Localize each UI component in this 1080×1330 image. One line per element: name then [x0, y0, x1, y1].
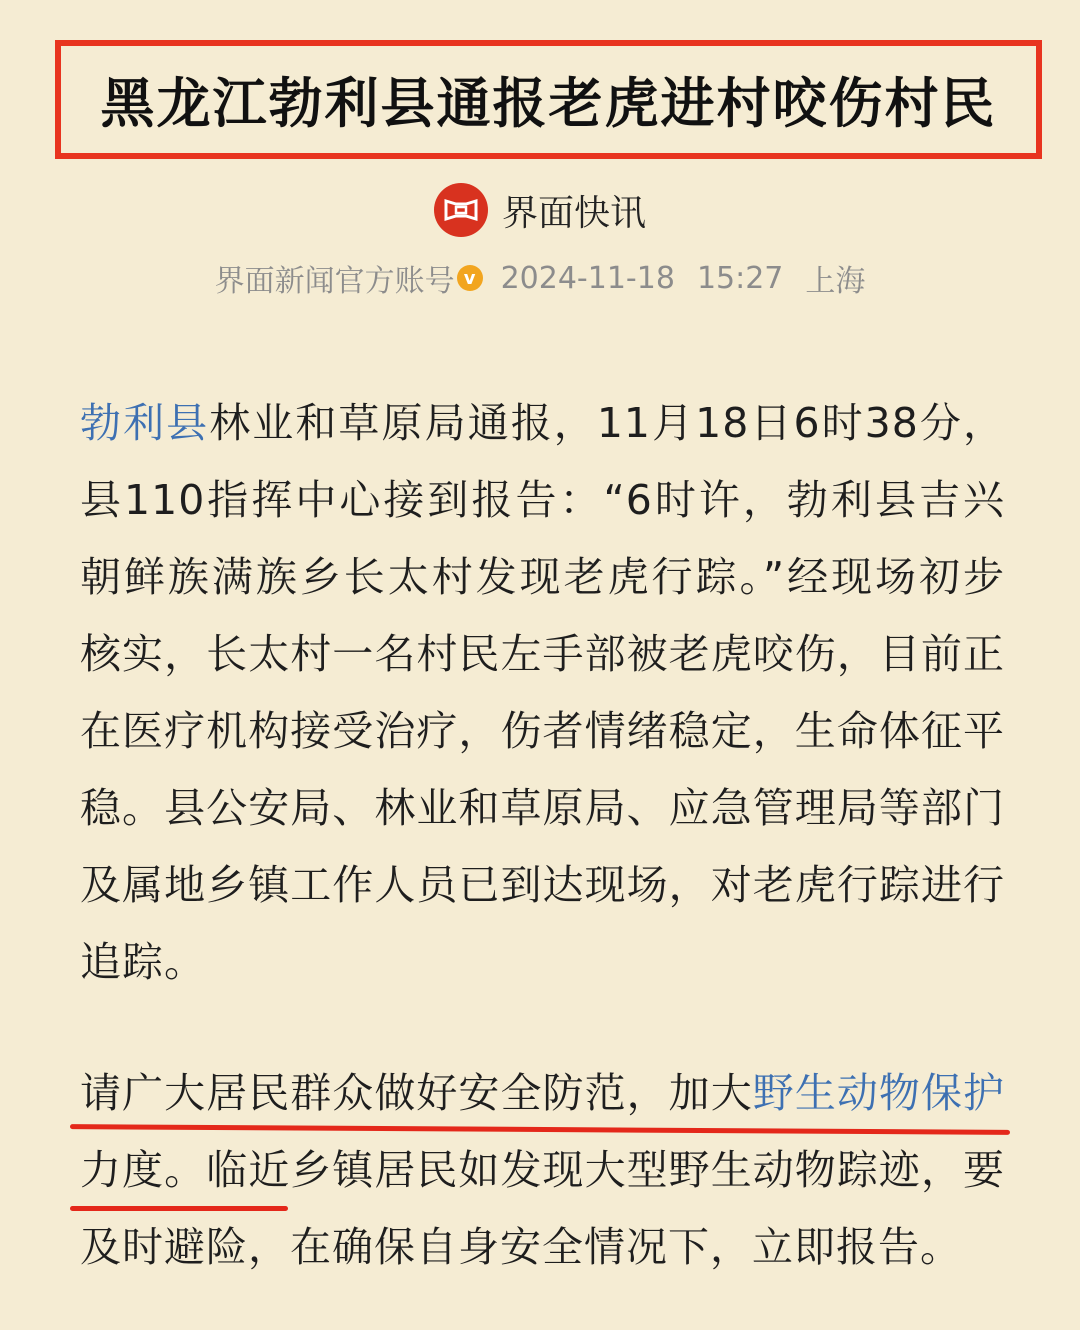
publish-date: 2024-11-18	[500, 260, 675, 296]
article-meta	[0, 256, 1080, 300]
paragraph-2-text-after: 力度。临近乡镇居民如发现大型野生动物踪迹，要及时避险，在确保自身安全情况下，立即报告。	[80, 1146, 1005, 1271]
source-row[interactable]	[0, 183, 1080, 237]
publish-time: 15:27	[696, 260, 784, 296]
paragraph-1-text: 林业和草原局通报，11月18日6时38分，县110指挥中心接到报告：“6时许，勃利县吉兴朝鲜族满族乡长太村发现老虎行踪。”经现场初步核实，长太村一名村民左手部被老虎咬伤，目前正在医疗机构接受治疗，伤者情绪稳定，生命体征平稳。县公安局、林业和草原局、应急管理局等部门及属地乡镇工作人员已到达现场，对老虎行踪进行追踪。	[80, 399, 1005, 986]
red-underline-mark-short	[70, 1206, 288, 1211]
article-paragraph-1	[80, 385, 1005, 1001]
bolixian-link[interactable]: 勃利县	[80, 399, 210, 447]
publish-location: 上海	[805, 264, 866, 299]
article-paragraph-2	[80, 1055, 1005, 1286]
account-label: 界面新闻官方账号	[214, 264, 455, 299]
paragraph-2-text-before: 请广大居民群众做好安全防范，加大	[80, 1069, 753, 1117]
jiemian-logo-icon[interactable]	[434, 183, 488, 237]
source-name[interactable]: 界面快讯	[501, 192, 646, 234]
headline-highlight-box	[55, 40, 1042, 159]
verified-badge-icon: v	[457, 265, 483, 291]
article-title: 黑龙江勃利县通报老虎进村咬伤村民	[100, 72, 997, 135]
wildlife-protection-link[interactable]: 野生动物保护	[752, 1069, 1006, 1117]
